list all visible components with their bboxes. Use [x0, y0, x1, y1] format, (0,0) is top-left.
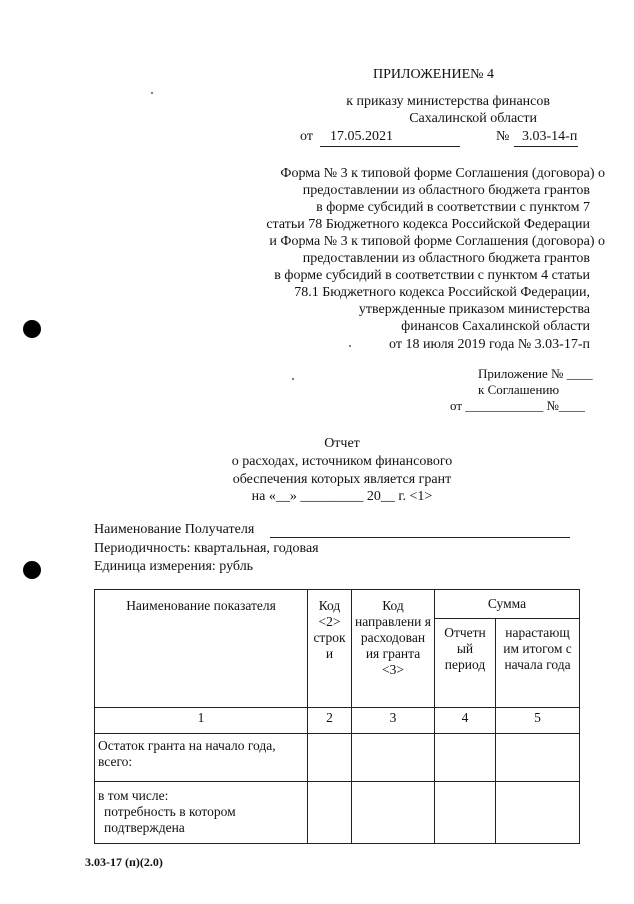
form-note-line: статьи 78 Бюджетного кодекса Российской Федерации: [266, 217, 590, 232]
punch-hole-top: [23, 320, 41, 338]
table-cell[interactable]: [496, 782, 580, 844]
scan-speck: [292, 378, 294, 380]
agreement-appendix-line: Приложение № ____: [478, 366, 593, 381]
table-cell[interactable]: [308, 782, 352, 844]
form-note-line: Форма № 3 к типовой форме Соглашения (договора) о: [280, 166, 605, 181]
table-cell[interactable]: [496, 734, 580, 782]
row-label: Остаток гранта на начало года, всего:: [95, 734, 308, 782]
order-number: 3.03-14-п: [522, 129, 578, 144]
header-line-code: Код <2> строк и: [308, 590, 352, 708]
header-direction-code: Код направлени я расходован ия гранта <3>: [352, 590, 435, 708]
table-cell[interactable]: [308, 734, 352, 782]
header-period: Отчетн ый период: [435, 619, 496, 708]
order-line-2: Сахалинской области: [409, 111, 537, 126]
punch-hole-bottom: [23, 561, 41, 579]
date-prefix: от: [300, 129, 313, 144]
form-note-line: предоставлении из областного бюджета грантов: [302, 183, 590, 198]
form-note-line: утвержденные приказом министерства: [358, 302, 590, 317]
form-note-line: 78.1 Бюджетного кодекса Российской Федерации,: [294, 285, 590, 300]
recipient-name-label: Наименование Получателя: [94, 522, 255, 537]
order-date: 17.05.2021: [330, 129, 393, 144]
report-table: [94, 589, 580, 844]
report-subtitle-1: о расходах, источником финансового: [231, 454, 453, 469]
table-row: [95, 782, 580, 844]
form-note-line: в форме субсидий в соответствии с пунктом 4 статьи: [274, 268, 590, 283]
col-number: 5: [496, 708, 580, 734]
row-sublabel: потребность в котором подтверждена: [104, 804, 236, 835]
unit-of-measure: Единица измерения: рубль: [94, 559, 254, 574]
number-underline: [514, 146, 578, 147]
scan-speck: [151, 92, 153, 94]
header-cumulative: нарастающ им итогом с начала года: [496, 619, 580, 708]
form-note-line: в форме субсидий в соответствии с пунктом 7: [316, 200, 590, 215]
table-cell[interactable]: [352, 734, 435, 782]
table-cell[interactable]: [435, 734, 496, 782]
header-sum: Сумма: [435, 590, 580, 619]
col-number: 1: [95, 708, 308, 734]
row-label: в том числе:: [98, 788, 169, 803]
date-underline: [320, 146, 460, 147]
form-note-line: от 18 июля 2019 года № 3.03-17-п: [389, 337, 590, 352]
periodicity: Периодичность: квартальная, годовая: [94, 541, 319, 556]
report-date-line: на «__» _________ 20__ г. <1>: [251, 489, 433, 504]
row-label-cell: [95, 782, 308, 844]
number-prefix: №: [496, 129, 510, 144]
table-cell[interactable]: [435, 782, 496, 844]
agreement-line: к Соглашению: [478, 382, 560, 397]
report-subtitle-2: обеспечения которых является грант: [232, 472, 452, 487]
form-code: 3.03-17 (п)(2.0): [85, 855, 163, 869]
col-number: 2: [308, 708, 352, 734]
report-title: Отчет: [324, 436, 360, 451]
form-note-line: предоставлении из областного бюджета грантов: [302, 251, 590, 266]
scan-speck: [349, 345, 351, 347]
order-line-1: к приказу министерства финансов: [346, 94, 550, 109]
form-note-line: и Форма № 3 к типовой форме Соглашения (договора) о: [269, 234, 605, 249]
appendix-title: ПРИЛОЖЕНИЕ№ 4: [373, 67, 494, 82]
header-indicator: Наименование показателя: [95, 590, 308, 708]
table-row: [95, 734, 580, 782]
table-cell[interactable]: [352, 782, 435, 844]
col-number: 4: [435, 708, 496, 734]
agreement-date-line: от ____________ №____: [450, 398, 585, 413]
form-note-line: финансов Сахалинской области: [401, 319, 590, 334]
col-number: 3: [352, 708, 435, 734]
recipient-name-underline: [270, 537, 570, 538]
